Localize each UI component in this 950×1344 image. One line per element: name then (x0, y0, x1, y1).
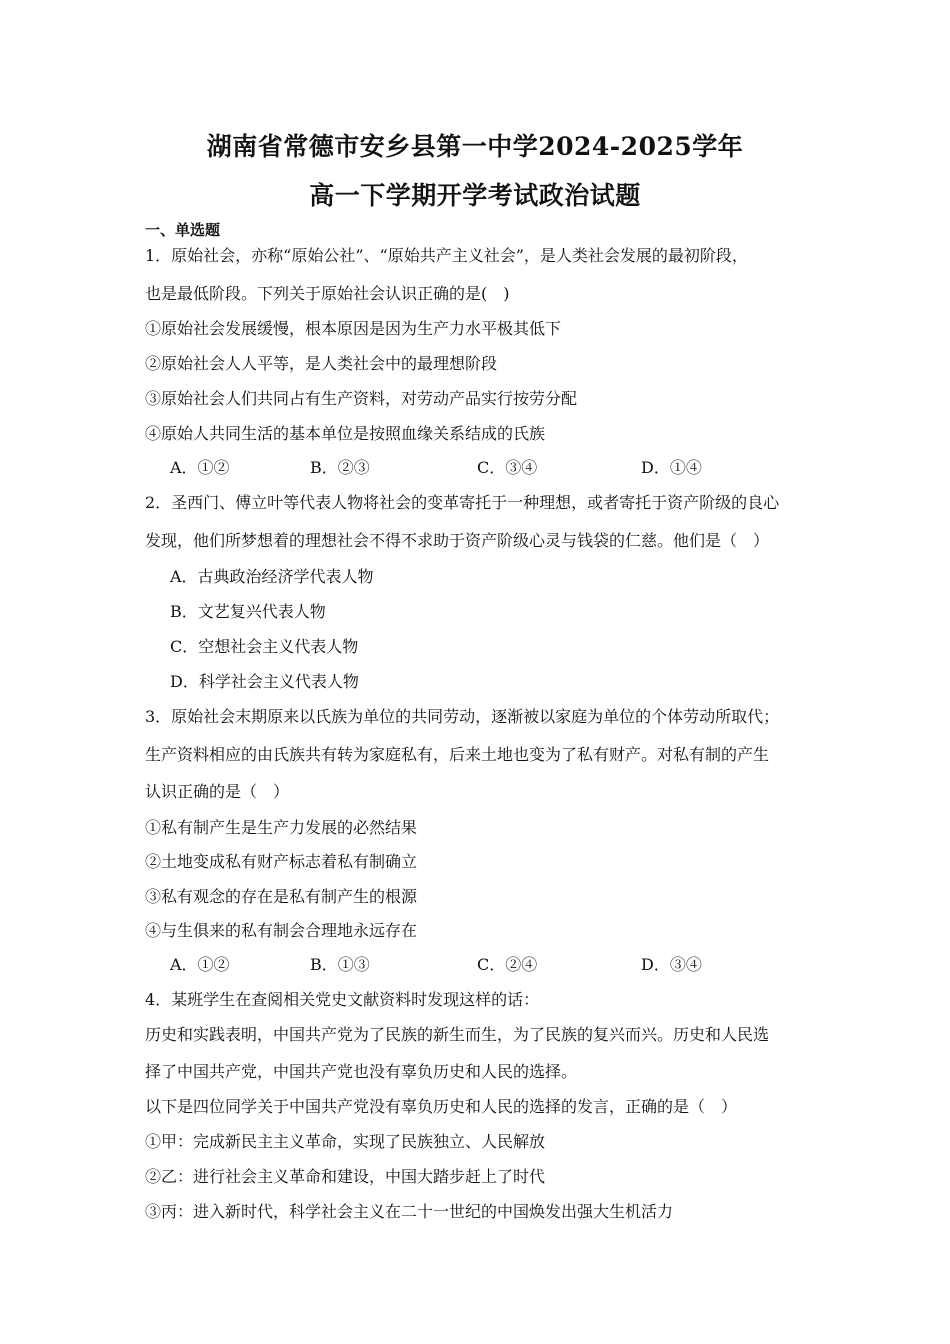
q3-option-c[interactable]: C．②④ (477, 955, 538, 974)
q2-option-b[interactable]: B．文艺复兴代表人物 (170, 602, 326, 621)
q3-option-b[interactable]: B．①③ (310, 955, 370, 974)
exam-title-line1: 湖南省常德市安乡县第一中学2024-2025学年 (206, 132, 744, 161)
q4-item: ②乙：进行社会主义革命和建设，中国大踏步赶上了时代 (145, 1167, 546, 1186)
q3-item: ②土地变成私有财产标志着私有制确立 (145, 852, 418, 871)
q3-item: ①私有制产生是生产力发展的必然结果 (145, 818, 418, 837)
q1-item: ①原始社会发展缓慢，根本原因是因为生产力水平极其低下 (145, 319, 562, 338)
q1-option-a[interactable]: A．①② (170, 458, 230, 477)
q1-option-b[interactable]: B．②③ (310, 458, 370, 477)
q1-stem-line: 1．原始社会，亦称“原始公社”、“原始共产主义社会”，是人类社会发展的最初阶段， (145, 246, 748, 265)
q3-item: ④与生俱来的私有制会合理地永远存在 (145, 921, 418, 940)
q4-stem-line: 历史和实践表明，中国共产党为了民族的新生而生，为了民族的复兴而兴。历史和人民选 (145, 1025, 770, 1044)
q3-item: ③私有观念的存在是私有制产生的根源 (145, 887, 418, 906)
q3-stem-line: 生产资料相应的由氏族共有转为家庭私有，后来土地也变为了私有财产。对私有制的产生 (145, 745, 770, 764)
q1-option-d[interactable]: D．①④ (641, 458, 702, 477)
q1-item: ③原始社会人们共同占有生产资料，对劳动产品实行按劳分配 (145, 389, 578, 408)
q2-stem-line: 2．圣西门、傅立叶等代表人物将社会的变革寄托于一种理想，或者寄托于资产阶级的良心 (145, 493, 780, 512)
q1-option-c[interactable]: C．③④ (477, 458, 538, 477)
q4-stem-line: 4．某班学生在查阅相关党史文献资料时发现这样的话： (145, 990, 540, 1009)
q1-stem-line: 也是最低阶段。下列关于原始社会认识正确的是( ) (145, 284, 510, 303)
q4-stem-line: 以下是四位同学关于中国共产党没有辜负历史和人民的选择的发言，正确的是（ ） (145, 1097, 738, 1116)
q2-option-c[interactable]: C．空想社会主义代表人物 (170, 637, 359, 656)
q3-option-d[interactable]: D．③④ (641, 955, 702, 974)
q4-item: ③丙：进入新时代，科学社会主义在二十一世纪的中国焕发出强大生机活力 (145, 1202, 674, 1221)
q2-stem-line: 发现，他们所梦想着的理想社会不得不求助于资产阶级心灵与钱袋的仁慈。他们是（ ） (145, 531, 770, 550)
q2-option-a[interactable]: A．古典政治经济学代表人物 (170, 567, 374, 586)
exam-title-line2: 高一下学期开学考试政治试题 (309, 181, 641, 210)
q1-item: ④原始人共同生活的基本单位是按照血缘关系结成的氏族 (145, 424, 546, 443)
q3-stem-line: 3．原始社会末期原来以氏族为单位的共同劳动，逐渐被以家庭为单位的个体劳动所取代； (145, 707, 780, 726)
q1-item: ②原始社会人人平等，是人类社会中的最理想阶段 (145, 354, 498, 373)
section-heading: 一、单选题 (145, 221, 221, 239)
q4-stem-line: 择了中国共产党，中国共产党也没有辜负历史和人民的选择。 (145, 1062, 578, 1081)
q4-item: ①甲：完成新民主主义革命，实现了民族独立、人民解放 (145, 1132, 546, 1151)
q2-option-d[interactable]: D．科学社会主义代表人物 (170, 672, 359, 691)
q3-stem-line: 认识正确的是（ ） (145, 782, 290, 801)
q3-option-a[interactable]: A．①② (170, 955, 230, 974)
